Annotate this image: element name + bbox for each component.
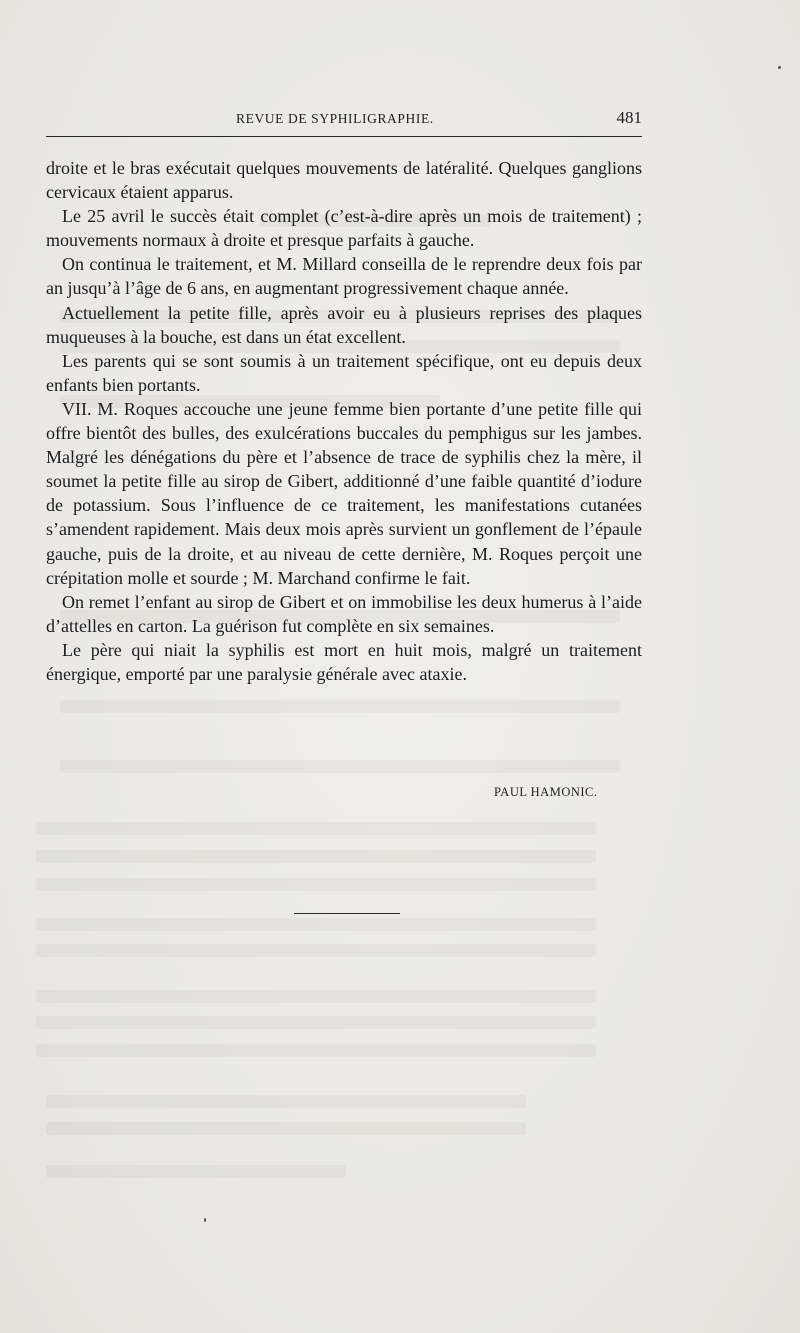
paragraph: Le 25 avril le succès était complet (c’est-à-dire après un mois de traitement) ; mouvements normaux à droite et presque parfaits à gauche.	[46, 206, 642, 251]
paragraph: droite et le bras exécutait quelques mouvements de latéralité. Quelques ganglions cervicaux étaient apparus.	[46, 158, 642, 203]
article-body	[46, 156, 642, 686]
author-signature: PAUL HAMONIC.	[494, 785, 598, 799]
page-number: 481	[616, 108, 642, 127]
paragraph: On remet l’enfant au sirop de Gibert et on immobilise les deux humerus à l’aide d’attelles en carton. La guérison fut complète en six semaines.	[46, 591, 642, 636]
paragraph: Actuellement la petite fille, après avoir eu à plusieurs reprises des plaques muqueuses à la bouche, est dans un état excellent.	[46, 302, 642, 347]
specks	[778, 66, 781, 69]
paragraph: Les parents qui se sont soumis à un traitement spécifique, ont eu depuis deux enfants bien portants.	[46, 350, 642, 395]
header-rule	[46, 136, 642, 137]
running-header	[46, 108, 642, 130]
paragraph: On continua le traitement, et M. Millard conseilla de le reprendre deux fois par an jusqu’à l’âge de 6 ans, en augmentant progressivement chaque année.	[46, 254, 642, 299]
paragraph: Le père qui niait la syphilis est mort en huit mois, malgré un traitement énergique, emporté par une paralysie générale avec ataxie.	[46, 639, 642, 684]
specks	[204, 1218, 206, 1222]
running-title: REVUE DE SYPHILIGRAPHIE.	[236, 111, 434, 126]
paragraph: VII. M. Roques accouche une jeune femme bien portante d’une petite fille qui offre bientôt des bulles, des exulcérations buccales du pemphigus sur les jambes. Malgré les dénégations du père et l’absence de trace de syphilis chez la mère, il soumet la petite fille au sirop de Gibert, additionné d’une faible quantité d’iodure de potassium. Sous l’influence de ce traitement, les manifestations cutanées s’amendent rapidement. Mais deux mois après survient un gonflement de l’épaule gauche, puis de la droite, et au niveau de cette dernière, M. Roques perçoit une crépitation molle et sourde ; M. Marchand confirme le fait.	[46, 398, 642, 588]
section-end-rule	[294, 913, 400, 914]
